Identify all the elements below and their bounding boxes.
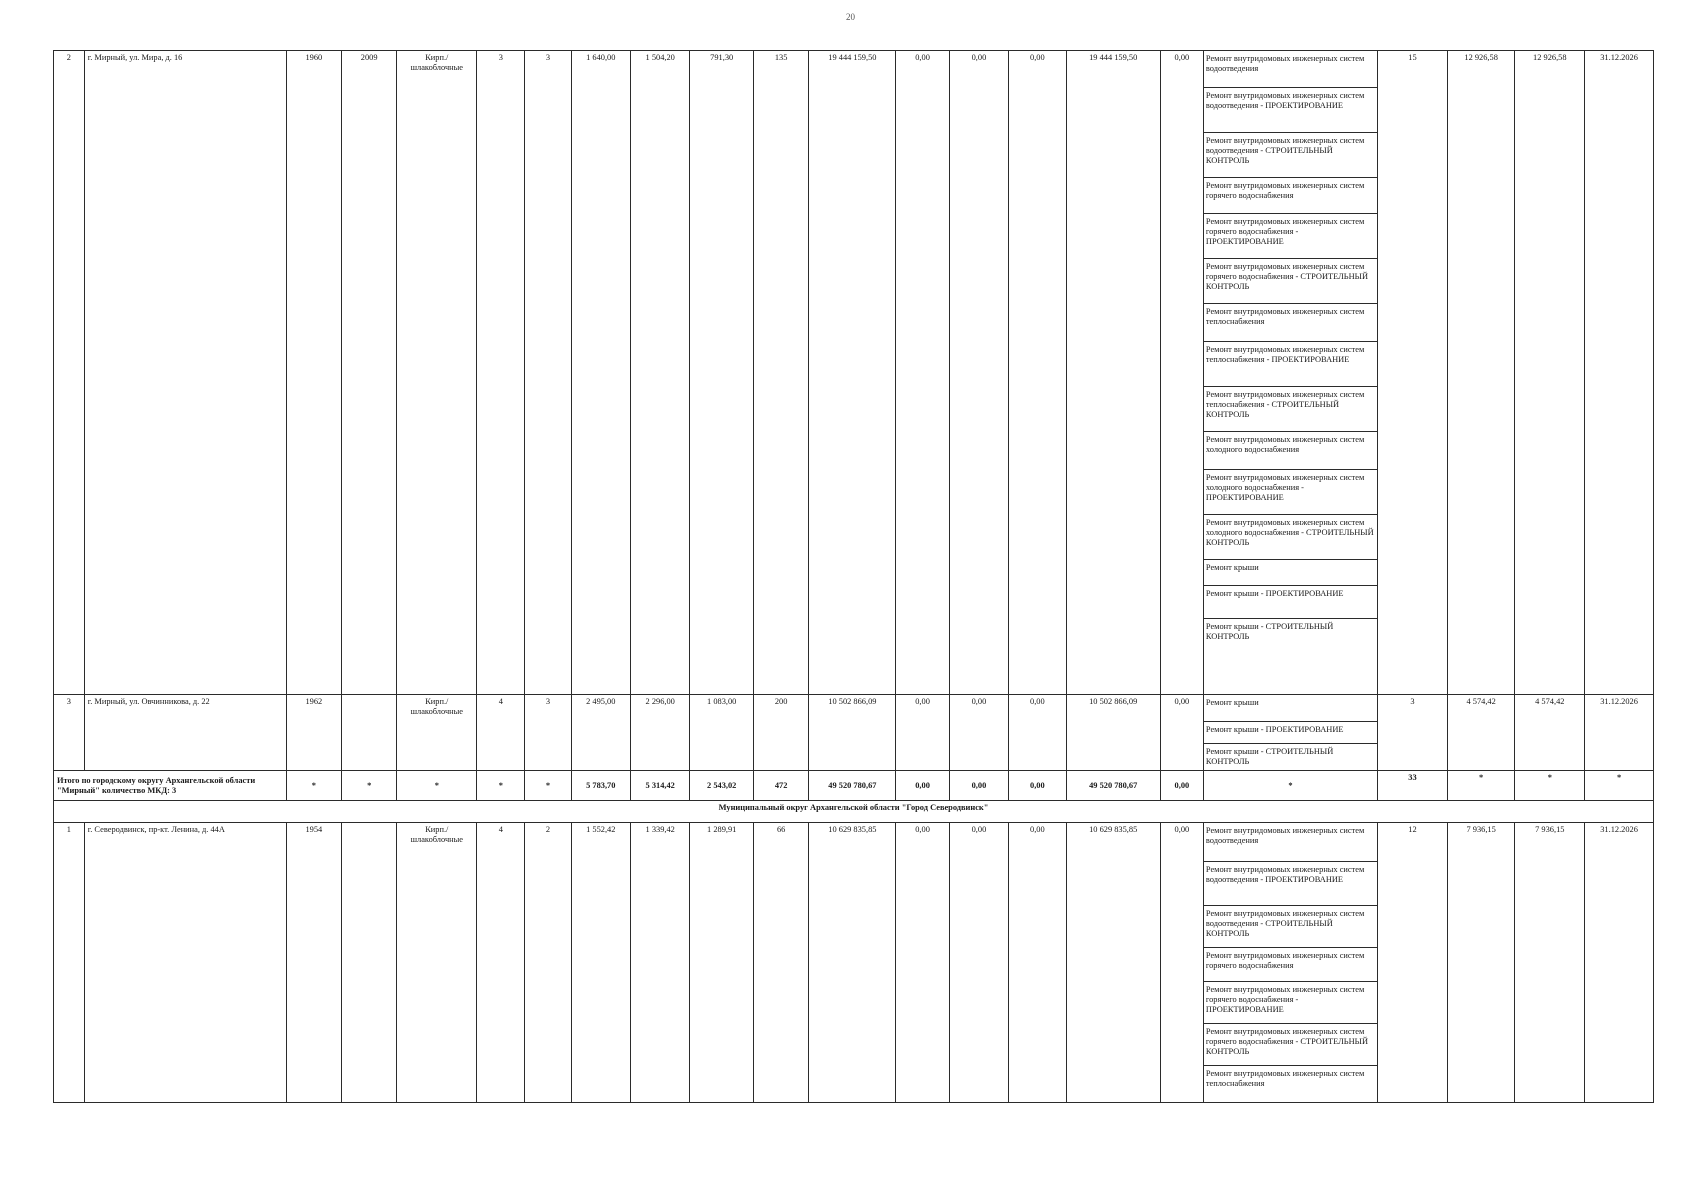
unit-cost-limit-cell: 7 936,15 (1515, 823, 1585, 1103)
total-star: * (397, 771, 477, 801)
row-number: 3 (54, 695, 85, 771)
works-list (1204, 823, 1377, 1099)
fund-owners-cell: 10 502 866,09 (1066, 695, 1160, 771)
section-title: Муниципальный округ Архангельской области "Город Северодвинск" (54, 801, 1654, 823)
list-item: Ремонт крыши - СТРОИТЕЛЬНЫЙ КОНТРОЛЬ (1205, 746, 1334, 766)
fund-owners-cell: 10 629 835,85 (1066, 823, 1160, 1103)
list-item: Ремонт крыши (1204, 559, 1377, 585)
list-item: Ремонт внутридомовых инженерных систем теплоснабжения - ПРОЕКТИРОВАНИЕ (1204, 341, 1377, 386)
fund-federal-cell: 0,00 (896, 823, 949, 1103)
total-star: * (525, 771, 571, 801)
register-table-wrap (53, 50, 1654, 1121)
list-item: Ремонт внутридомовых инженерных систем холодного водоснабжения - СТРОИТЕЛЬНЫЙ КОНТРОЛЬ (1204, 514, 1377, 559)
entrances-cell: 2 (525, 823, 571, 1103)
list-item: Ремонт внутридомовых инженерных систем водоотведения (1204, 51, 1377, 87)
area-total-cell: 2 495,00 (571, 695, 630, 771)
total-star: * (286, 771, 341, 801)
area-total-cell: 1 640,00 (571, 51, 630, 695)
address-cell: г. Мирный, ул. Овчинникова, д. 22 (84, 695, 286, 771)
works-count-cell: 15 (1378, 51, 1448, 695)
deadline-cell: 31.12.2026 (1585, 695, 1654, 771)
fund-federal-cell: 0,00 (896, 51, 949, 695)
total-residents: 472 (753, 771, 808, 801)
works-count-cell: 12 (1378, 823, 1448, 1103)
unit-cost-cell: 7 936,15 (1447, 823, 1515, 1103)
total-star: * (477, 771, 525, 801)
row-number: 2 (54, 51, 85, 695)
total-fund-owners: 49 520 780,67 (1066, 771, 1160, 801)
fund-local-cell: 0,00 (1009, 695, 1066, 771)
total-star: * (1515, 771, 1585, 801)
works-cell (1203, 695, 1377, 771)
unit-cost-cell: 4 574,42 (1447, 695, 1515, 771)
address-cell: г. Северодвинск, пр-кт. Ленина, д. 44А (84, 823, 286, 1103)
residents-cell: 66 (753, 823, 808, 1103)
area-residents-cell: 1 083,00 (690, 695, 754, 771)
list-item: Ремонт внутридомовых инженерных систем теплоснабжения (1204, 303, 1377, 341)
list-item: Ремонт внутридомовых инженерных систем горячего водоснабжения (1204, 947, 1377, 981)
total-fund-other: 0,00 (1160, 771, 1203, 801)
area-living-cell: 1 504,20 (630, 51, 689, 695)
year-built-cell: 1954 (286, 823, 341, 1103)
list-item: Ремонт внутридомовых инженерных систем теплоснабжения (1205, 1068, 1365, 1088)
list-item: Ремонт внутридомовых инженерных систем водоотведения - ПРОЕКТИРОВАНИЕ (1204, 87, 1377, 132)
fund-other-cell: 0,00 (1160, 823, 1203, 1103)
list-item: Ремонт внутридомовых инженерных систем водоотведения - СТРОИТЕЛЬНЫЙ КОНТРОЛЬ (1204, 132, 1377, 177)
list-item: Ремонт крыши - СТРОИТЕЛЬНЫЙ КОНТРОЛЬ (1205, 621, 1334, 641)
page-number: 20 (846, 12, 855, 22)
total-fund-region: 0,00 (949, 771, 1008, 801)
total-area-living: 5 314,42 (630, 771, 689, 801)
list-item: Ремонт внутридомовых инженерных систем водоотведения (1204, 823, 1377, 861)
list-item: Ремонт внутридомовых инженерных систем горячего водоснабжения - ПРОЕКТИРОВАНИЕ (1204, 981, 1377, 1023)
list-item: Ремонт внутридомовых инженерных систем горячего водоснабжения (1204, 177, 1377, 213)
list-item: Ремонт крыши (1204, 695, 1377, 721)
total-star: * (341, 771, 396, 801)
works-cell (1203, 823, 1377, 1103)
section-header-row (54, 801, 1654, 823)
year-overhaul-cell (341, 695, 396, 771)
fund-region-cell: 0,00 (949, 51, 1008, 695)
list-item: Ремонт внутридомовых инженерных систем водоотведения - СТРОИТЕЛЬНЫЙ КОНТРОЛЬ (1204, 905, 1377, 947)
entrances-cell: 3 (525, 695, 571, 771)
entrances-cell: 3 (525, 51, 571, 695)
works-list (1204, 51, 1377, 654)
total-area-residents: 2 543,02 (690, 771, 754, 801)
floors-cell: 4 (477, 695, 525, 771)
residents-cell: 135 (753, 51, 808, 695)
list-item: Ремонт внутридомовых инженерных систем теплоснабжения - СТРОИТЕЛЬНЫЙ КОНТРОЛЬ (1204, 386, 1377, 431)
total-fund-federal: 0,00 (896, 771, 949, 801)
fund-region-cell: 0,00 (949, 823, 1008, 1103)
area-living-cell: 1 339,42 (630, 823, 689, 1103)
cost-total-cell: 19 444 159,50 (809, 51, 896, 695)
table-row (54, 695, 1654, 771)
works-list (1204, 695, 1377, 770)
area-residents-cell: 1 289,91 (690, 823, 754, 1103)
table-row (54, 823, 1654, 1103)
total-star: * (1203, 771, 1377, 801)
list-item: Ремонт внутридомовых инженерных систем горячего водоснабжения - ПРОЕКТИРОВАНИЕ (1204, 213, 1377, 258)
list-item: Ремонт внутридомовых инженерных систем водоотведения - ПРОЕКТИРОВАНИЕ (1204, 861, 1377, 905)
list-item: Ремонт крыши - ПРОЕКТИРОВАНИЕ (1204, 585, 1377, 618)
year-built-cell: 1962 (286, 695, 341, 771)
list-item: Ремонт крыши - ПРОЕКТИРОВАНИЕ (1204, 721, 1377, 743)
list-item: Ремонт внутридомовых инженерных систем горячего водоснабжения - СТРОИТЕЛЬНЫЙ КОНТРОЛЬ (1204, 258, 1377, 303)
fund-local-cell: 0,00 (1009, 823, 1066, 1103)
fund-owners-cell: 19 444 159,50 (1066, 51, 1160, 695)
floors-cell: 3 (477, 51, 525, 695)
total-star: * (1447, 771, 1515, 801)
total-label: Итого по городскому округу Архангельской области "Мирный" количество МКД: 3 (54, 771, 287, 801)
unit-cost-limit-cell: 4 574,42 (1515, 695, 1585, 771)
residents-cell: 200 (753, 695, 808, 771)
total-star: * (1585, 771, 1654, 801)
area-residents-cell: 791,30 (690, 51, 754, 695)
list-item: Ремонт внутридомовых инженерных систем горячего водоснабжения - СТРОИТЕЛЬНЫЙ КОНТРОЛЬ (1204, 1023, 1377, 1065)
year-overhaul-cell (341, 823, 396, 1103)
area-total-cell: 1 552,42 (571, 823, 630, 1103)
wall-material-cell: Кирп./ шлакоблочные (397, 51, 477, 695)
area-living-cell: 2 296,00 (630, 695, 689, 771)
total-row (54, 771, 1654, 801)
total-fund-local: 0,00 (1009, 771, 1066, 801)
deadline-cell: 31.12.2026 (1585, 823, 1654, 1103)
fund-federal-cell: 0,00 (896, 695, 949, 771)
fund-region-cell: 0,00 (949, 695, 1008, 771)
works-cell (1203, 51, 1377, 695)
year-overhaul-cell: 2009 (341, 51, 396, 695)
fund-other-cell: 0,00 (1160, 51, 1203, 695)
list-item: Ремонт внутридомовых инженерных систем холодного водоснабжения - ПРОЕКТИРОВАНИЕ (1204, 469, 1377, 514)
floors-cell: 4 (477, 823, 525, 1103)
total-area-total: 5 783,70 (571, 771, 630, 801)
overhaul-register-table (53, 50, 1654, 1103)
fund-local-cell: 0,00 (1009, 51, 1066, 695)
address-cell: г. Мирный, ул. Мира, д. 16 (84, 51, 286, 695)
unit-cost-limit-cell: 12 926,58 (1515, 51, 1585, 695)
fund-other-cell: 0,00 (1160, 695, 1203, 771)
table-row (54, 51, 1654, 695)
cost-total-cell: 10 629 835,85 (809, 823, 896, 1103)
cost-total-cell: 10 502 866,09 (809, 695, 896, 771)
works-count-cell: 3 (1378, 695, 1448, 771)
total-works-count: 33 (1378, 771, 1448, 801)
deadline-cell: 31.12.2026 (1585, 51, 1654, 695)
wall-material-cell: Кирп./ шлакоблочные (397, 695, 477, 771)
year-built-cell: 1960 (286, 51, 341, 695)
list-item: Ремонт внутридомовых инженерных систем холодного водоснабжения (1204, 431, 1377, 469)
unit-cost-cell: 12 926,58 (1447, 51, 1515, 695)
total-cost: 49 520 780,67 (809, 771, 896, 801)
row-number: 1 (54, 823, 85, 1103)
wall-material-cell: Кирп./ шлакоблочные (397, 823, 477, 1103)
